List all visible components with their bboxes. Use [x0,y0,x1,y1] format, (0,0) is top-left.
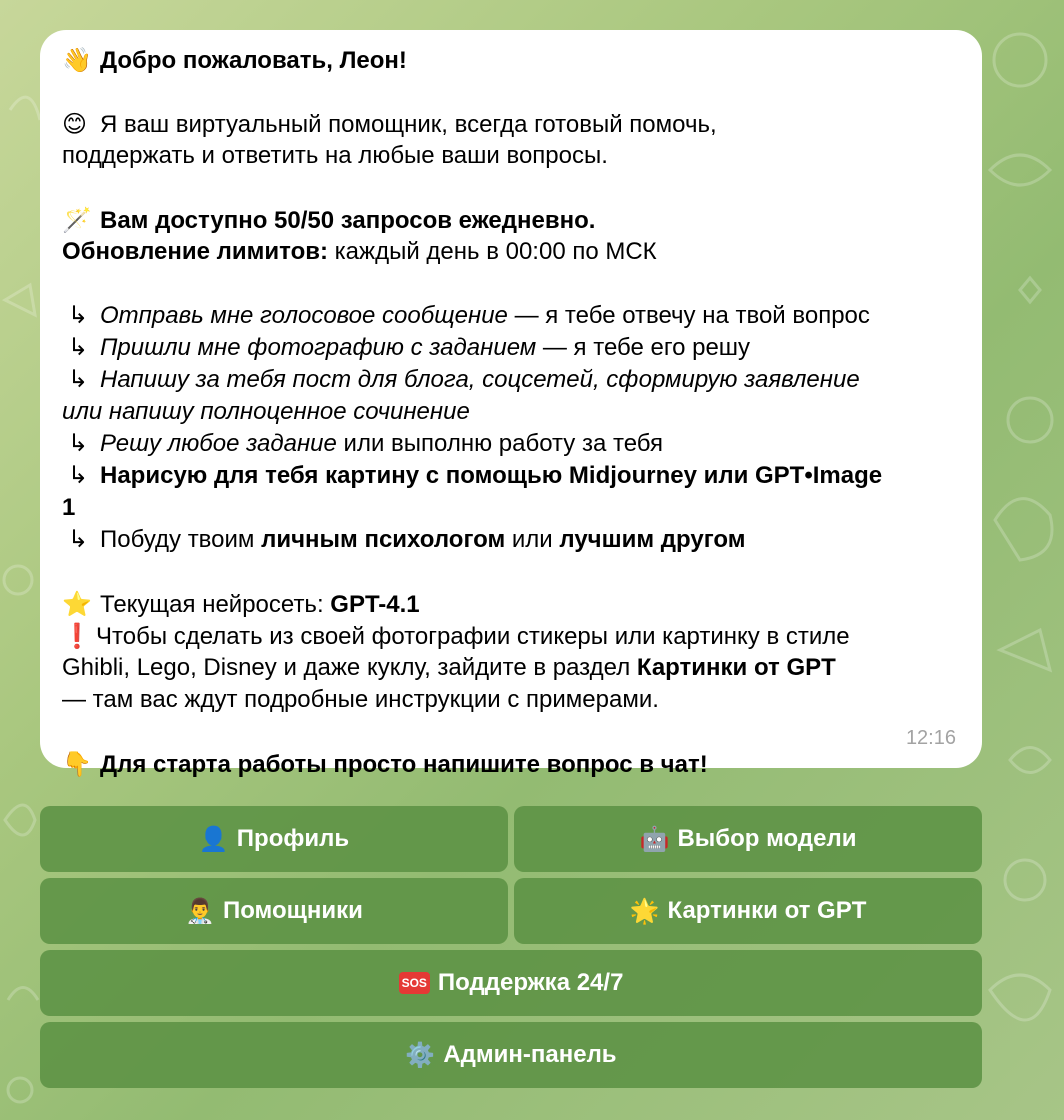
refresh-value: каждый день в 00:00 по МСК [334,238,657,265]
arrow-icon: ↳ [68,366,89,393]
profile-button[interactable] [40,806,508,872]
feature-6-c: или [511,526,553,553]
pointing-down-icon: 👇 [62,750,92,778]
model-label: Текущая нейросеть: [100,591,324,618]
star-icon: ⭐ [62,590,92,618]
assistants-button-label: Помощники [222,897,363,924]
quota-text: Вам доступно 50/50 запросов ежедневно. [100,207,596,234]
feature-2-italic: Пришли мне фотографию с заданием [100,334,537,361]
message-timestamp: 12:16 [905,727,956,749]
model-select-button-label: Выбор модели [677,825,857,852]
refresh-label: Обновление лимитов: [62,238,328,265]
sos-icon: SOS [399,972,430,994]
feature-2-rest: — я тебе его решу [542,334,751,361]
magic-wand-icon: 🪄 [62,206,92,234]
admin-panel-button[interactable] [40,1022,982,1088]
feature-3-line-2: или напишу полноценное сочинение [62,398,470,425]
arrow-icon: ↳ [68,334,89,361]
user-icon: 👤 [198,825,229,853]
notice-line-2b: Картинки от GPT [636,654,836,681]
feature-4-italic: Решу любое задание [100,430,337,457]
greeting: Добро пожаловать, Леон! [100,47,407,74]
arrow-icon: ↳ [68,302,89,329]
assistants-button[interactable] [40,878,508,944]
profile-button-label: Профиль [236,825,350,852]
support-button[interactable] [40,950,982,1016]
feature-5-line-1: Нарисую для тебя картину с помощью Midjourney или GPT•Image [100,462,883,489]
intro-line-1: Я ваш виртуальный помощник, всегда готовый помочь, [100,111,717,138]
feature-1-rest: — я тебе отвечу на твой вопрос [514,302,870,329]
gpt-images-button[interactable] [514,878,982,944]
waving-hand-icon: 👋 [62,46,92,74]
admin-panel-button-label: Админ-панель [443,1041,617,1068]
exclamation-icon: ❗ [62,622,92,650]
feature-1-italic: Отправь мне голосовое сообщение [100,302,508,329]
arrow-icon: ↳ [68,462,89,489]
smiling-face-icon: 😊 [62,110,88,138]
doctor-icon: 👨‍⚕️ [185,897,215,925]
model-value: GPT-4.1 [330,591,420,618]
feature-6-d: лучшим другом [559,526,746,553]
feature-6-b: личным психологом [261,526,506,553]
gpt-images-button-label: Картинки от GPT [667,897,867,924]
robot-icon: 🤖 [639,825,670,853]
welcome-message-bubble [40,30,982,778]
arrow-icon: ↳ [68,526,89,553]
feature-6-a: Побуду твоим [100,526,255,553]
feature-4-rest: или выполню работу за тебя [343,430,663,457]
notice-line-3: — там вас ждут подробные инструкции с примерами. [62,686,659,713]
intro-line-2: поддержать и ответить на любые ваши вопросы. [62,142,608,169]
glowing-star-icon: 🌟 [629,897,660,925]
notice-line-1: Чтобы сделать из своей фотографии стикеры или картинку в стиле [96,623,850,650]
gear-icon: ⚙️ [405,1041,436,1069]
feature-5-line-2: 1 [62,494,76,521]
model-select-button[interactable] [514,806,982,872]
notice-line-2a: Ghibli, Lego, Disney и даже куклу, зайдите в раздел [62,654,631,681]
start-text: Для старта работы просто напишите вопрос в чат! [100,751,708,778]
support-button-label: Поддержка 24/7 [437,969,624,996]
feature-3-line-1: Напишу за тебя пост для блога, соцсетей, сформирую заявление [100,366,860,393]
arrow-icon: ↳ [68,430,89,457]
